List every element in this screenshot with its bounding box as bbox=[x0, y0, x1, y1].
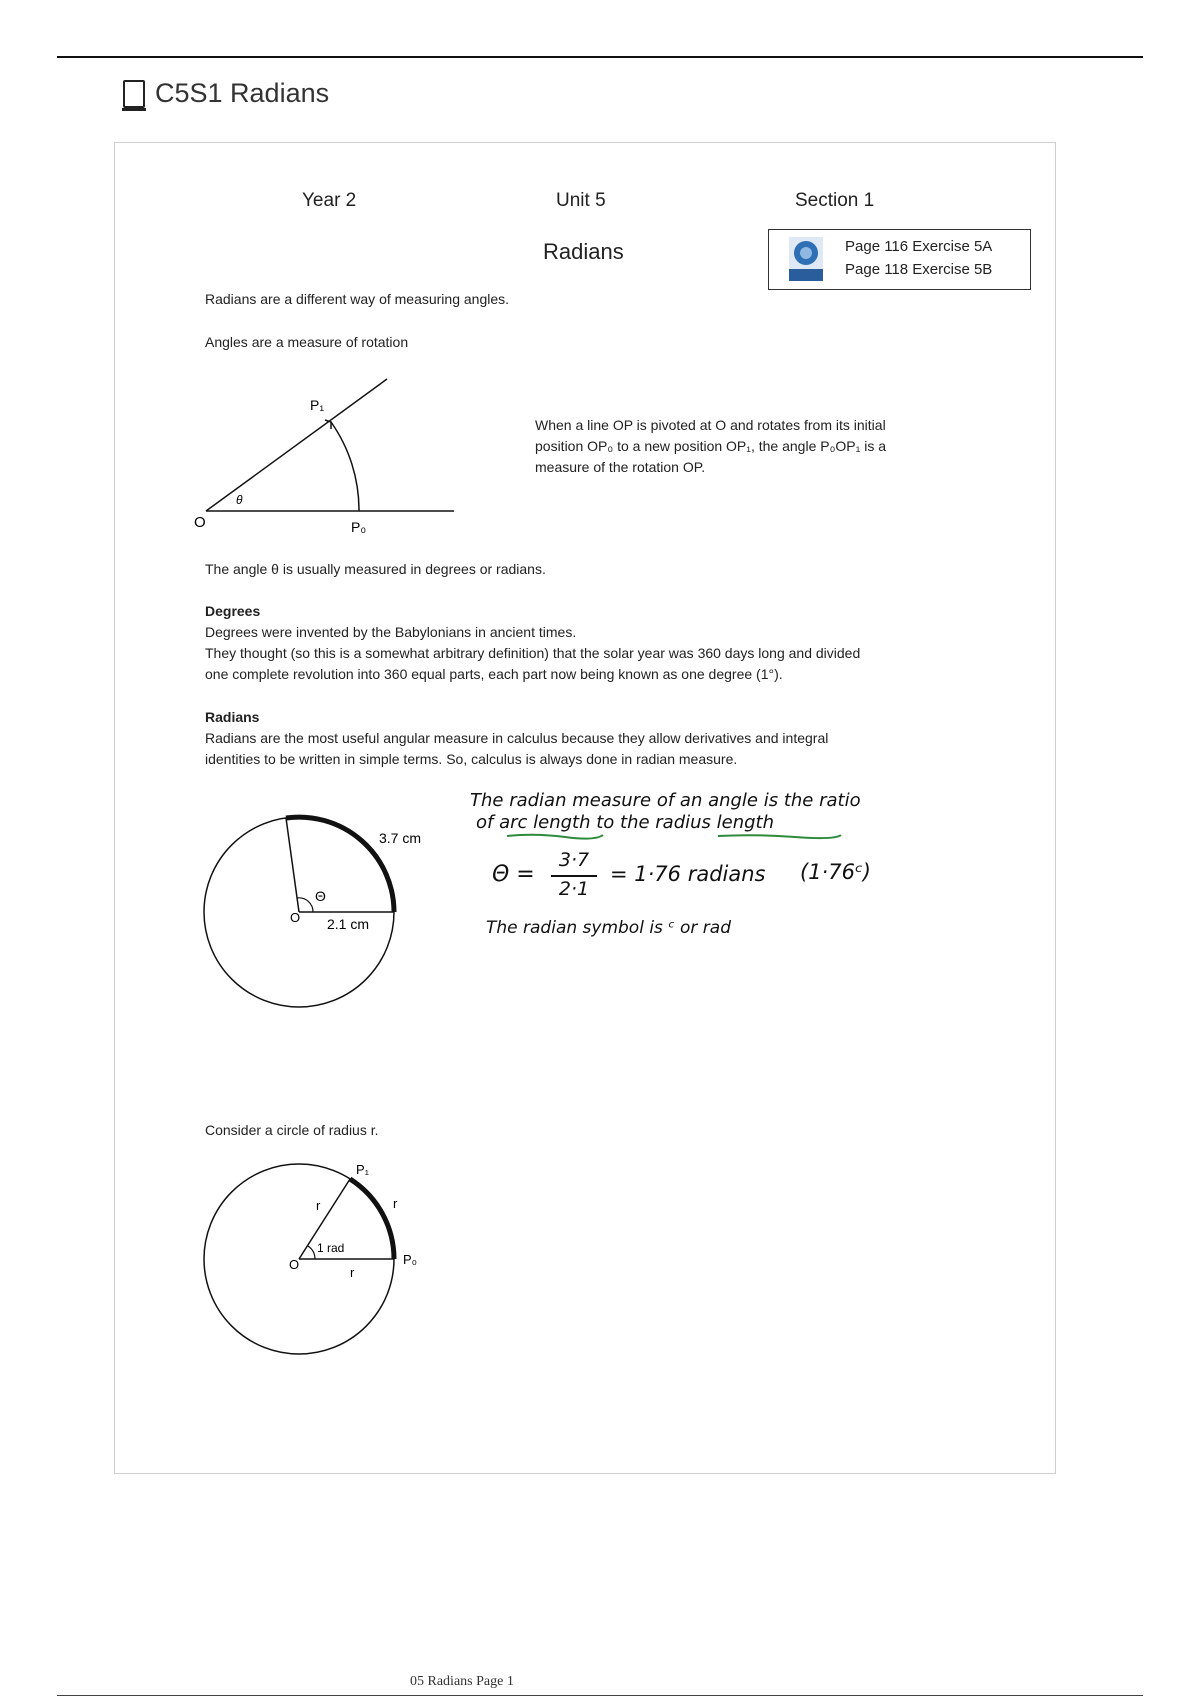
label-p1: P₁ bbox=[310, 397, 325, 413]
degrees-heading: Degrees bbox=[205, 603, 261, 619]
angle-note: The angle θ is usually measured in degrees or radians. bbox=[205, 561, 546, 577]
degrees-text-line-3: one complete revolution into 360 equal parts, each part now being known as one degree (1°). bbox=[205, 666, 783, 682]
section-label: Section 1 bbox=[795, 190, 875, 211]
handwritten-denominator: 2·1 bbox=[558, 878, 590, 900]
arc-length-diagram bbox=[200, 805, 440, 1020]
notebook-icon bbox=[123, 80, 145, 108]
degrees-text-line-1: Degrees were invented by the Babylonians in ancient times. bbox=[205, 624, 577, 640]
one-radian-diagram bbox=[200, 1155, 440, 1365]
angle-marker bbox=[308, 1246, 315, 1259]
year-label: Year 2 bbox=[302, 190, 357, 211]
handwritten-numerator: 3·7 bbox=[558, 849, 590, 871]
unit-label: Unit 5 bbox=[556, 190, 606, 211]
origin-label: O bbox=[290, 910, 301, 925]
rotated-line-op1 bbox=[206, 379, 387, 511]
theta-label: Θ bbox=[315, 888, 326, 904]
label-o: O bbox=[289, 1257, 300, 1272]
pivot-text-line-2: position OP₀ to a new position OP₁, the angle P₀OP₁ is a bbox=[535, 438, 887, 454]
arc-highlight bbox=[350, 1179, 394, 1259]
arrowhead-icon bbox=[325, 420, 331, 429]
reference-exercise-5a: Page 116 Exercise 5A bbox=[845, 238, 993, 255]
rotation-diagram bbox=[190, 370, 460, 540]
section-heading: Radians bbox=[543, 239, 624, 264]
handwritten-result-alt: (1·76ᶜ) bbox=[800, 860, 871, 884]
page-title: C5S1 Radians bbox=[155, 78, 330, 108]
label-one-rad: 1 rad bbox=[317, 1241, 345, 1255]
pivot-text-line-3: measure of the rotation OP. bbox=[535, 459, 706, 475]
green-underlines bbox=[505, 832, 850, 840]
label-r-side: r bbox=[316, 1198, 321, 1213]
intro-text: Radians are a different way of measuring angles. bbox=[205, 291, 510, 307]
label-p0: P₀ bbox=[351, 519, 367, 535]
radians-text-line-1: Radians are the most useful angular measure in calculus because they allow derivatives and integral bbox=[205, 730, 829, 746]
handwritten-theta: Θ = bbox=[492, 862, 535, 887]
radians-heading: Radians bbox=[205, 709, 260, 725]
textbook-cover-icon bbox=[789, 237, 823, 281]
underline-arc-length bbox=[507, 835, 603, 839]
fraction-bar bbox=[551, 875, 597, 877]
radius-length-label: 2.1 cm bbox=[327, 916, 370, 932]
textbook-reference-box bbox=[768, 229, 1031, 290]
page-header bbox=[123, 78, 329, 109]
label-r-arc: r bbox=[393, 1196, 398, 1211]
label-o: O bbox=[194, 514, 206, 531]
label-theta: θ bbox=[236, 493, 243, 507]
arc-length-label: 3.7 cm bbox=[379, 830, 422, 846]
reference-exercise-5b: Page 118 Exercise 5B bbox=[845, 261, 993, 278]
pivot-text-line-1: When a line OP is pivoted at O and rotates from its initial bbox=[535, 417, 886, 433]
handwritten-definition-line-2: of arc length to the radius length bbox=[476, 812, 775, 833]
handwritten-definition-line-1: The radian measure of an angle is the ratio bbox=[470, 790, 861, 811]
degrees-text-line-2: They thought (so this is a somewhat arbitrary definition) that the solar year was 360 days long and divided bbox=[205, 645, 861, 661]
consider-text: Consider a circle of radius r. bbox=[205, 1122, 379, 1138]
bottom-rule bbox=[57, 1695, 1143, 1696]
handwritten-result: = 1·76 radians bbox=[610, 862, 766, 886]
label-p1: P₁ bbox=[356, 1162, 370, 1177]
page-footer: 05 Radians Page 1 bbox=[410, 1674, 514, 1689]
label-r-base: r bbox=[350, 1265, 355, 1280]
label-p0: P₀ bbox=[403, 1252, 418, 1267]
rotation-arc bbox=[331, 422, 359, 511]
top-rule bbox=[57, 56, 1143, 58]
underline-radius-length bbox=[718, 835, 841, 838]
rotation-text: Angles are a measure of rotation bbox=[205, 334, 409, 350]
handwritten-radian-symbol: The radian symbol is ᶜ or rad bbox=[486, 918, 732, 938]
radians-text-line-2: identities to be written in simple terms. So, calculus is always done in radian measure. bbox=[205, 751, 738, 767]
